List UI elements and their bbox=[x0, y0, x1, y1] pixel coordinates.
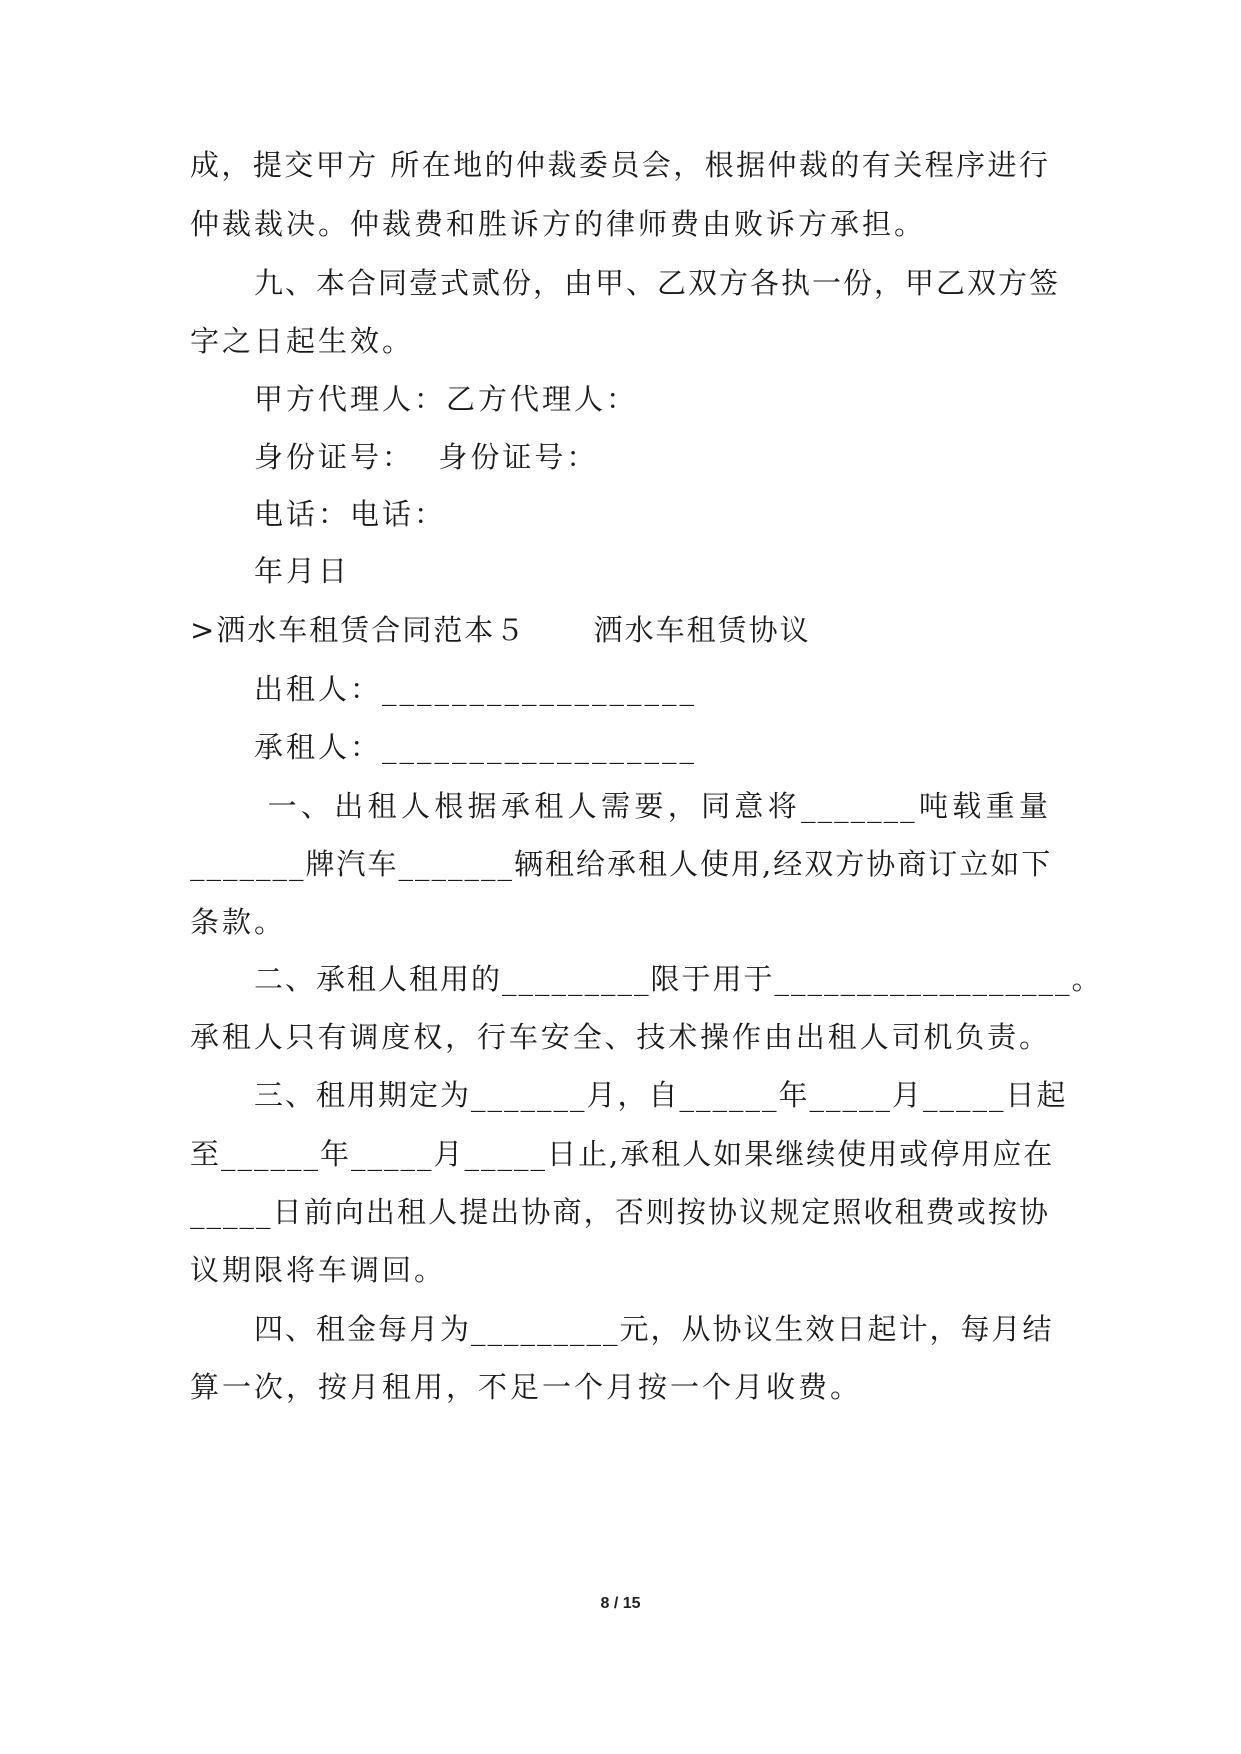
lessor-field: 出租人：__________________ bbox=[254, 672, 698, 706]
paragraph-line: _____日前向出租人提出协商，否则按协议规定照收租费或按协 bbox=[190, 1195, 1050, 1229]
paragraph-line: 成，提交甲方 所在地的仲裁委员会，根据仲裁的有关程序进行 bbox=[190, 148, 1050, 182]
paragraph-line: 九、本合同壹式贰份，由甲、乙双方各执一份，甲乙双方签 bbox=[254, 266, 1061, 300]
paragraph-line: 议期限将车调回。 bbox=[190, 1253, 447, 1287]
paragraph-line: 四、租金每月为_________元，从协议生效日起计，每月结 bbox=[254, 1312, 1054, 1346]
paragraph-line: 一、出租人根据承租人需要，同意将_______吨载重量 bbox=[254, 789, 1050, 823]
paragraph-line: 仲裁裁决。仲裁费和胜诉方的律师费由败诉方承担。 bbox=[190, 207, 927, 241]
paragraph-line: 三、租用期定为_______月，自______年_____月_____日起 bbox=[254, 1078, 1068, 1112]
paragraph-line: 电话：电话： bbox=[254, 497, 447, 531]
section-heading: >洒水车租赁合同范本５ 洒水车租赁协议 bbox=[190, 613, 811, 647]
paragraph-line: 至______年_____月_____日止,承租人如果继续使用或停用应在 bbox=[190, 1137, 1055, 1171]
paragraph-line: 二、承租人租用的_________限于用于__________________。 bbox=[254, 962, 1103, 996]
paragraph-line: 承租人只有调度权，行车安全、技术操作由出租人司机负责。 bbox=[190, 1020, 1050, 1054]
page-number: 8 / 15 bbox=[600, 1595, 641, 1612]
lessee-field: 承租人：__________________ bbox=[254, 730, 698, 764]
paragraph-line: 甲方代理人：乙方代理人： bbox=[254, 382, 639, 416]
paragraph-line: 身份证号： 身份证号： bbox=[254, 440, 599, 474]
paragraph-line: _______牌汽车_______辆租给承租人使用,经双方协商订立如下 bbox=[190, 847, 1053, 881]
paragraph-line: 字之日起生效。 bbox=[190, 324, 415, 358]
paragraph-line: 条款。 bbox=[190, 905, 287, 939]
paragraph-line: 年月日 bbox=[254, 554, 351, 588]
paragraph-line: 算一次，按月租用，不足一个月按一个月收费。 bbox=[190, 1370, 863, 1404]
